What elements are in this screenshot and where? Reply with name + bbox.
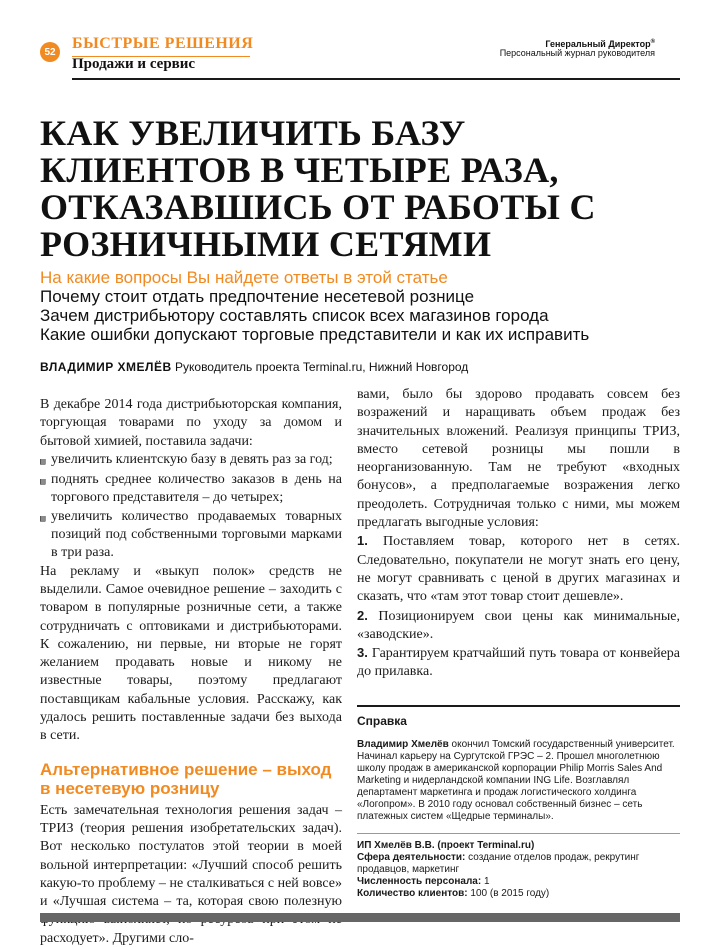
fact-row [357, 876, 680, 888]
bio-text: окончил Томский государственный университет. Начинал карьеру на Сургутской ГРЭС – 2. Прошел многолетнюю школу продаж в американской корпорации Philip Morris Sales And Marketing и нидерландской компании ING Life. Возглавлял департамент маркетинга и продаж логистического холдинга «Логопром». В 2010 году основал собственный бизнес – сеть платежных систем «Щедрые терминалы». [357, 739, 675, 822]
checkbox-icon: ▤ [40, 513, 46, 524]
company-facts [357, 852, 680, 900]
checkbox-icon: ▤ [40, 477, 46, 488]
numbered-item [357, 607, 680, 645]
article-headline: КАК УВЕЛИЧИТЬ БАЗУ КЛИЕНТОВ В ЧЕТЫРЕ РАЗА, ОТКАЗАВШИСЬ ОТ РАБОТЫ С РОЗНИЧНЫМИ СЕТЯМИ [40, 113, 596, 264]
sidebar-separator [357, 833, 680, 834]
item-number: 1. [357, 533, 368, 549]
bullet-text: поднять среднее количество заказов в день на торгового представителя – до четырех; [51, 472, 342, 506]
footer-bar [40, 913, 680, 922]
item-text: Позиционируем свои цены как минимальные, «заводские». [357, 608, 680, 642]
body-paragraph: Есть замечательная технология решения задач – ТРИЗ (теория решения изобретательских задач). Вот несколько постулатов этой теории в моей вольной интерпретации: «Лучший способ решить какую-то проблему – не сталкиваться с ней вовсе» и «Лучшая система – та, которая свою полезную расходует». Другими сло- [40, 802, 342, 946]
fact-row [357, 852, 680, 876]
section-title: БЫСТРЫЕ РЕШЕНИЯ [72, 35, 254, 52]
list-item [40, 451, 342, 471]
sidebar-divider [357, 705, 680, 707]
intro-paragraph: В декабре 2014 года дистрибьюторская компания, торгующая товарами по уходу за домом и бытовой химией, поставила задачи: [40, 397, 342, 449]
item-number: 2. [357, 607, 368, 623]
item-number: 3. [357, 645, 368, 661]
page-number: 52 [44, 46, 56, 58]
numbered-item [357, 644, 680, 682]
bullet-text: увеличить клиентскую базу в девять раз за год; [51, 451, 333, 467]
org-name: ИП Хмелёв В.В. (проект Terminal.ru) [357, 840, 535, 851]
fact-row [357, 888, 680, 900]
list-item [40, 471, 342, 508]
right-column [357, 386, 680, 682]
registered-mark: ® [650, 39, 655, 45]
bullet-text: увеличить количество продаваемых товарных позиций под собственными торговыми марками в три раза. [51, 508, 342, 561]
fact-value: создание отделов продаж, рекрутинг продавцов, маркетинг [357, 852, 640, 875]
question-item: Почему стоит отдать предпочтение несетевой рознице [40, 287, 475, 306]
page-number-badge [40, 42, 60, 62]
subsection-title: Продажи и сервис [72, 56, 196, 72]
section-subheading: Альтернативное решение – выход в несетевую розницу [40, 759, 332, 798]
item-text: Поставляем товар, которого нет в сетях. Следовательно, покупатели не могут знать его цену, не могут сравнивать с ценой в других магазинах и сказать, что «там этот товар стоит дешевле». [357, 534, 680, 605]
questions-title: На какие вопросы Вы найдете ответы в этой статье [40, 268, 448, 287]
fact-value: 100 (в 2015 году) [470, 888, 550, 899]
item-text: Гарантируем кратчайший путь товара от конвейера до прилавка. [357, 646, 681, 680]
body-paragraph: вами, было бы здорово продавать совсем без возражений и наращивать объем продаж без значительных вложений. Реализуя принципы ТРИЗ, вместо сетевой розницы мы пошли в неорганизованную. Там не требуют «входных бонусов», а предполагаемые возражения легко преодолеть. Сотрудничая только с ними, мы можем предлагать выгодные условия: [357, 387, 680, 531]
bio-name: Владимир Хмелёв [357, 739, 449, 750]
author-line [40, 360, 468, 374]
fact-key: Сфера деятельности: [357, 852, 466, 863]
question-item: Какие ошибки допускают торговые представители и как их исправить [40, 325, 590, 344]
left-column [40, 396, 342, 947]
numbered-item [357, 532, 680, 606]
info-sidebar [357, 705, 680, 900]
fact-key: Количество клиентов: [357, 888, 468, 899]
questions-list [40, 287, 589, 344]
sidebar-title: Справка [357, 714, 407, 728]
author-role: Руководитель проекта Terminal.ru, Нижний Новгород [175, 360, 469, 374]
question-item: Зачем дистрибьютору составлять список всех магазинов города [40, 306, 549, 325]
list-item [40, 508, 342, 563]
body-paragraph: На рекламу и «выкуп полок» средств не выделили. Самое очевидное решение – заходить с товаром в популярные розничные сети, а также сотрудничать с оптовиками и дистрибьюторами. К сожалению, ни первые, ни вторые не горят желанием продавать новые и никому не известные товары, поэтому предлагают поставщикам кабальные условия. Расскажу, как удалось решить поставленные задачи без выхода в сети. [40, 563, 342, 744]
journal-name-text: Генеральный Директор [545, 39, 651, 49]
author-bio [357, 739, 680, 823]
fact-key: Численность персонала: [357, 876, 482, 887]
fact-value: 1 [483, 876, 490, 887]
header-divider [72, 78, 680, 80]
journal-tagline: Персональный журнал руководителя [499, 48, 655, 58]
checkbox-icon: ▤ [40, 456, 46, 467]
author-name: ВЛАДИМИР ХМЕЛЁВ [40, 360, 172, 374]
